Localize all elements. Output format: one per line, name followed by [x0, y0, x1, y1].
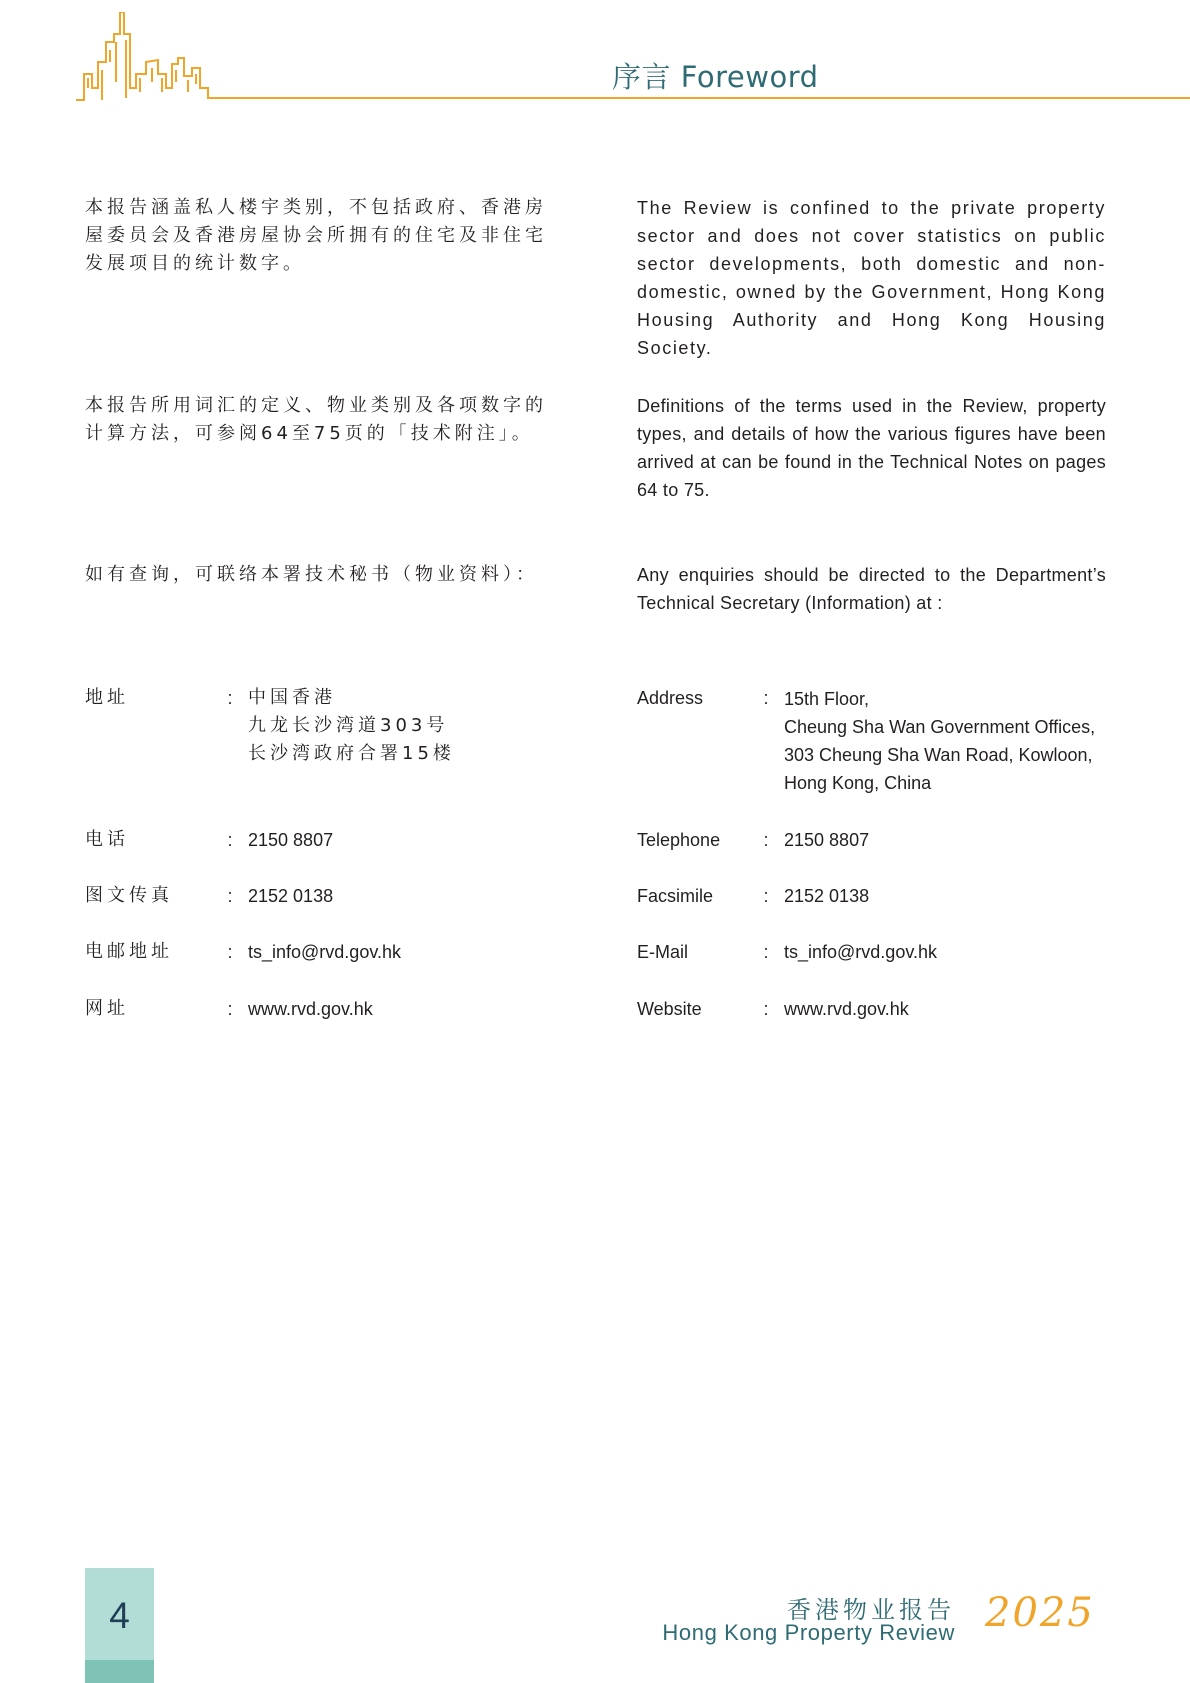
telephone-colon-zh: :	[227, 830, 233, 850]
publication-title-zh: 香港物业报告	[787, 1596, 955, 1624]
telephone-value-en: 2150 8807	[784, 830, 870, 850]
fax-label-en: Facsimile	[637, 886, 714, 906]
telephone-label-zh: 电话	[85, 829, 129, 850]
website-link-en[interactable]: www.rvd.gov.hk	[784, 999, 909, 1019]
telephone-label-en: Telephone	[637, 830, 721, 850]
intro-paragraph-zh: 本报告涵盖私人楼宇类别，不包括政府、香港房屋委员会及香港房屋协会所拥有的住宅及非住宅发展项目的统计数字。	[85, 197, 547, 274]
email-label-zh: 电邮地址	[85, 941, 173, 962]
address-line-zh: 长沙湾政府合署15楼	[248, 743, 455, 764]
fax-label-zh: 图文传真	[85, 885, 173, 906]
address-value-en	[784, 685, 1095, 797]
page-title: 序言 Foreword	[612, 60, 819, 94]
address-colon-en: :	[763, 688, 769, 708]
definitions-paragraph-zh: 本报告所用词汇的定义、物业类别及各项数字的计算方法，可参阅64至75页的「技术附注」。	[85, 395, 547, 444]
publication-title-en: Hong Kong Property Review	[662, 1620, 955, 1645]
address-line-zh: 九龙长沙湾道303号	[248, 715, 449, 736]
email-label-en: E-Mail	[637, 942, 689, 962]
address-line-en: Hong Kong, China	[784, 773, 932, 793]
address-value-zh	[248, 684, 455, 768]
publication-year: 2025	[985, 1590, 1095, 1636]
website-colon-zh: :	[227, 999, 233, 1019]
address-colon-zh: :	[227, 688, 233, 708]
enquiries-paragraph-en: Any enquiries should be directed to the Department’s Technical Secretary (Information) at :	[637, 565, 1106, 613]
address-line-en: Cheung Sha Wan Government Offices,	[784, 717, 1096, 737]
address-line-en: 303 Cheung Sha Wan Road, Kowloon,	[784, 745, 1093, 765]
address-label-en: Address	[637, 688, 704, 708]
website-link-zh[interactable]: www.rvd.gov.hk	[248, 999, 373, 1019]
email-colon-zh: :	[227, 942, 233, 962]
fax-value-zh: 2152 0138	[248, 886, 334, 906]
website-label-zh: 网址	[85, 998, 129, 1019]
email-link-en[interactable]: ts_info@rvd.gov.hk	[784, 942, 938, 962]
intro-paragraph-en: The Review is confined to the private property sector and does not cover statistics on public sector developments, both domestic and non-domestic, owned by the Government, Hong Kong Housing Authority and Hong Kong Housing Society.	[637, 198, 1106, 358]
fax-colon-en: :	[763, 886, 769, 906]
address-line-en: 15th Floor,	[784, 689, 870, 709]
fax-colon-zh: :	[227, 886, 233, 906]
address-line-zh: 中国香港	[248, 687, 336, 708]
enquiries-paragraph-zh: 如有查询，可联络本署技术秘书（物业资料）：	[85, 564, 538, 585]
email-link-zh[interactable]: ts_info@rvd.gov.hk	[248, 942, 402, 962]
fax-value-en: 2152 0138	[784, 886, 870, 906]
website-label-en: Website	[637, 999, 702, 1019]
definitions-paragraph-en: Definitions of the terms used in the Review, property types, and details of how the various figures have been arrived at can be found in the Technical Notes on pages 64 to 75.	[637, 396, 1106, 500]
telephone-colon-en: :	[763, 830, 769, 850]
email-colon-en: :	[763, 942, 769, 962]
website-colon-en: :	[763, 999, 769, 1019]
page-number-tab-strip	[85, 1660, 154, 1683]
telephone-value-zh: 2150 8807	[248, 830, 334, 850]
address-label-zh: 地址	[85, 687, 129, 708]
page-number: 4	[109, 1595, 130, 1636]
